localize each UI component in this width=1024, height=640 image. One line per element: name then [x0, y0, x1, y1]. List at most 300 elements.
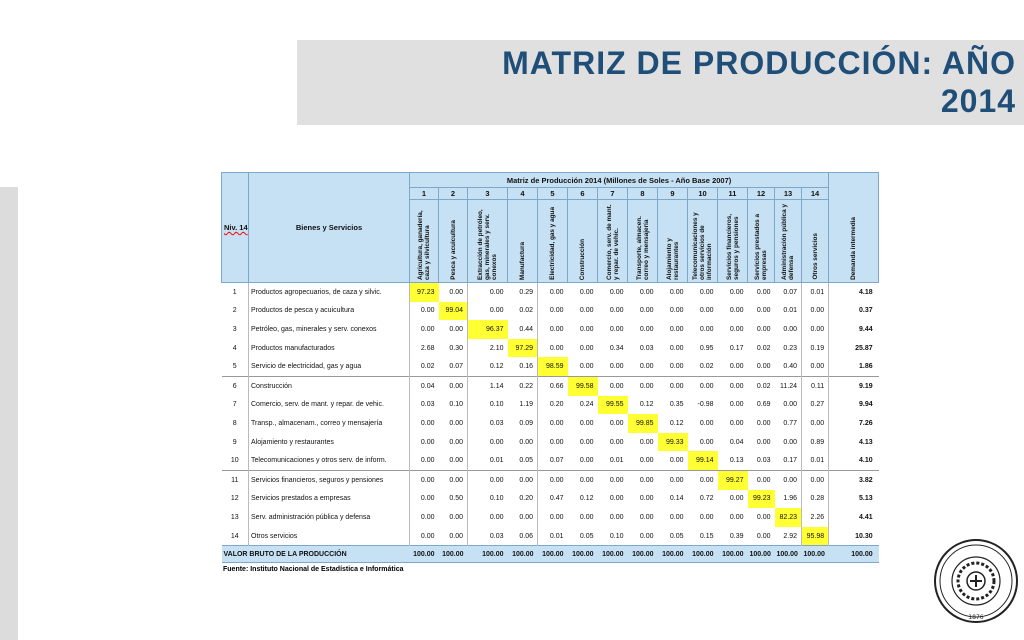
matrix-cell: 0.00 — [748, 470, 775, 489]
matrix-cell: 0.39 — [729, 532, 744, 540]
matrix-cell: 0.00 — [756, 438, 771, 446]
matrix-cell: 0.69 — [756, 401, 771, 409]
matrix-cell: 0.00 — [729, 288, 744, 296]
matrix-cell: 0.00 — [538, 470, 568, 489]
matrix-cell: 0.00 — [609, 495, 624, 503]
column-header — [439, 200, 468, 283]
column-number: 5 — [538, 188, 568, 200]
matrix-cell: 0.00 — [783, 325, 797, 333]
matrix-cell: 0.00 — [699, 419, 714, 427]
total-cell: 100.00 — [775, 546, 802, 563]
matrix-cell: 0.10 — [468, 490, 508, 509]
matrix-cell: 0.00 — [688, 470, 718, 489]
matrix-cell: 0.02 — [519, 307, 533, 315]
column-header-label: Agricultura, ganadería, caza y silvicultura — [417, 210, 431, 280]
matrix-cell: 0.00 — [579, 307, 594, 315]
column-header-label: Administración pública y defensa — [781, 204, 795, 280]
matrix-cell: 0.02 — [748, 376, 775, 395]
total-cell: 100.00 — [439, 546, 468, 563]
table-row — [222, 376, 879, 395]
column-header — [658, 200, 688, 283]
table-row — [222, 339, 879, 358]
table-row — [222, 357, 879, 376]
column-header-label: Electricidad, gas y agua — [549, 207, 556, 280]
row-name: Productos manufacturados — [251, 344, 335, 352]
column-header — [628, 200, 658, 283]
matrix-cell: 0.00 — [410, 320, 439, 339]
matrix-cell: 0.15 — [699, 532, 714, 540]
matrix-cell: 0.00 — [609, 307, 624, 315]
matrix-cell: 0.10 — [609, 532, 624, 540]
row-code: 1 — [222, 283, 249, 302]
total-cell: 100.00 — [568, 546, 598, 563]
matrix-cell: 0.00 — [699, 288, 714, 296]
matrix-cell: 0.00 — [579, 325, 594, 333]
matrix-cell: 11.24 — [775, 376, 802, 395]
slide-title — [502, 44, 1016, 120]
matrix-cell: 0.00 — [598, 376, 628, 395]
column-header-label: Extracción de petróleo, gas, minerales y serv. conexos — [477, 209, 498, 280]
row-name: Petróleo, gas, minerales y serv. conexos — [251, 325, 377, 333]
column-number: 8 — [628, 188, 658, 200]
matrix-cell: 0.00 — [688, 376, 718, 395]
matrix-cell: 0.01 — [802, 283, 829, 302]
matrix-cell: 0.00 — [410, 414, 439, 433]
demand-cell: 1.86 — [829, 357, 879, 376]
matrix-cell: 0.00 — [579, 513, 594, 521]
matrix-cell: 0.00 — [802, 357, 829, 376]
matrix-cell: 0.00 — [802, 302, 829, 321]
matrix-cell: 0.00 — [783, 401, 797, 409]
column-header-label: Telecomunicaciones y otros servicios de información — [692, 212, 713, 280]
matrix-cell: 0.02 — [410, 357, 439, 376]
matrix-cell: 0.01 — [802, 451, 829, 470]
matrix-cell: 0.00 — [669, 288, 684, 296]
demand-cell: 4.18 — [829, 283, 879, 302]
niv-header: Niv. 14 — [222, 173, 249, 283]
matrix-cell: 0.00 — [639, 363, 654, 371]
matrix-cell: 0.00 — [538, 320, 568, 339]
matrix-cell: 0.17 — [783, 457, 797, 465]
matrix-cell: 0.00 — [410, 302, 439, 321]
demand-cell: 0.37 — [829, 302, 879, 321]
column-header — [802, 200, 829, 283]
column-header-label: Alojamiento y restaurantes — [665, 238, 680, 280]
matrix-cell-highlighted: 95.98 — [802, 527, 829, 546]
column-number: 6 — [568, 188, 598, 200]
matrix-cell: 0.00 — [538, 508, 568, 527]
matrix-cell: 0.10 — [449, 401, 463, 409]
total-cell: 100.00 — [688, 546, 718, 563]
university-seal-logo — [933, 533, 1019, 629]
matrix-cell-highlighted: 99.55 — [598, 396, 628, 415]
matrix-cell: 2.26 — [802, 508, 829, 527]
row-code: 12 — [222, 490, 249, 509]
matrix-cell: 0.00 — [439, 376, 468, 395]
matrix-cell: 0.00 — [609, 438, 624, 446]
total-cell: 100.00 — [658, 546, 688, 563]
column-header — [598, 200, 628, 283]
demand-header — [829, 173, 879, 283]
matrix-cell: 0.00 — [468, 508, 508, 527]
matrix-cell: 0.03 — [756, 457, 771, 465]
row-code: 14 — [222, 527, 249, 546]
column-header — [410, 200, 439, 283]
matrix-cell: 0.00 — [699, 513, 714, 521]
matrix-cell: 0.00 — [756, 363, 771, 371]
row-name: Servicios financieros, seguros y pensiones — [249, 470, 410, 489]
demand-cell: 4.13 — [829, 433, 879, 452]
matrix-cell: 2.68 — [410, 339, 439, 358]
matrix-cell: 0.00 — [468, 302, 508, 321]
matrix-cell: 0.00 — [598, 470, 628, 489]
total-cell: 100.00 — [468, 546, 508, 563]
matrix-cell: 0.00 — [639, 495, 654, 503]
matrix-cell: 0.00 — [729, 363, 744, 371]
matrix-cell: 0.00 — [468, 470, 508, 489]
matrix-cell: 0.89 — [802, 433, 829, 452]
matrix-cell: 0.00 — [756, 513, 771, 521]
matrix-cell: 0.00 — [669, 363, 684, 371]
column-number: 3 — [468, 188, 508, 200]
svg-text:1876: 1876 — [968, 614, 984, 621]
matrix-cell: 0.00 — [802, 470, 829, 489]
matrix-cell: 0.00 — [538, 414, 568, 433]
matrix-cell: 0.00 — [639, 325, 654, 333]
matrix-cell: 0.00 — [669, 307, 684, 315]
matrix-cell: 0.00 — [639, 438, 654, 446]
table-row — [222, 451, 879, 470]
matrix-cell: 0.01 — [783, 307, 797, 315]
matrix-cell: 0.13 — [729, 457, 744, 465]
matrix-cell: 0.03 — [468, 414, 508, 433]
demand-cell: 9.44 — [829, 320, 879, 339]
matrix-cell: 0.00 — [729, 419, 744, 427]
column-header-label: Transporte, almacen. correo y mensajería — [635, 216, 650, 280]
matrix-cell-highlighted: 99.23 — [748, 490, 775, 509]
matrix-cell: 0.00 — [639, 513, 654, 521]
column-header — [508, 200, 538, 283]
production-matrix-table — [221, 172, 879, 563]
matrix-cell: 0.00 — [699, 307, 714, 315]
matrix-cell: 0.00 — [669, 457, 684, 465]
column-header — [568, 200, 598, 283]
matrix-cell: 0.03 — [468, 527, 508, 546]
matrix-cell: 0.00 — [775, 470, 802, 489]
column-number: 2 — [439, 188, 468, 200]
matrix-cell: 0.00 — [449, 438, 463, 446]
total-label: VALOR BRUTO DE LA PRODUCCIÓN — [222, 546, 410, 563]
table-row — [222, 302, 879, 321]
matrix-cell: 0.66 — [538, 376, 568, 395]
matrix-cell: 0.00 — [538, 339, 568, 358]
matrix-cell: 0.00 — [410, 527, 439, 546]
matrix-cell-highlighted: 96.37 — [468, 320, 508, 339]
matrix-cell: 0.07 — [538, 451, 568, 470]
matrix-cell: 0.12 — [579, 495, 594, 503]
matrix-cell: 0.05 — [519, 457, 533, 465]
matrix-cell: 0.40 — [783, 363, 797, 371]
matrix-cell: 0.29 — [519, 288, 533, 296]
left-accent-bar — [0, 187, 18, 640]
matrix-cell: 0.00 — [669, 344, 684, 352]
matrix-cell: 0.00 — [639, 288, 654, 296]
matrix-cell: 2.92 — [783, 532, 797, 540]
demand-cell: 4.10 — [829, 451, 879, 470]
row-code: 6 — [222, 376, 249, 395]
matrix-cell: 0.00 — [729, 401, 744, 409]
matrix-cell: 0.00 — [756, 532, 771, 540]
matrix-cell-highlighted: 98.59 — [538, 357, 568, 376]
column-number: 7 — [598, 188, 628, 200]
matrix-cell: 0.00 — [538, 433, 568, 452]
matrix-cell: 0.00 — [756, 307, 771, 315]
demand-cell: 3.82 — [829, 470, 879, 489]
matrix-cell: 0.20 — [538, 396, 568, 415]
matrix-cell: 0.04 — [410, 376, 439, 395]
matrix-cell: 0.50 — [449, 495, 463, 503]
matrix-cell: 0.00 — [729, 307, 744, 315]
row-code: 11 — [222, 470, 249, 489]
matrix-cell: 0.12 — [468, 357, 508, 376]
matrix-cell-highlighted: 97.23 — [410, 283, 439, 302]
row-name: Serv. administración pública y defensa — [251, 513, 371, 521]
total-cell: 100.00 — [802, 546, 829, 563]
matrix-cell: 0.05 — [579, 532, 594, 540]
column-number: 4 — [508, 188, 538, 200]
matrix-cell: 0.10 — [468, 396, 508, 415]
matrix-cell: 0.77 — [783, 419, 797, 427]
matrix-cell: 0.00 — [449, 419, 463, 427]
matrix-cell: 0.00 — [538, 283, 568, 302]
matrix-cell: 0.00 — [783, 438, 797, 446]
matrix-cell-highlighted: 99.27 — [718, 470, 748, 489]
row-code: 10 — [222, 451, 249, 470]
title-band — [297, 40, 1024, 125]
column-number: 11 — [718, 188, 748, 200]
row-code: 7 — [222, 396, 249, 415]
matrix-cell: 0.00 — [609, 419, 624, 427]
demand-cell: 4.41 — [829, 508, 879, 527]
row-name: Alojamiento y restaurantes — [251, 438, 334, 446]
matrix-cell: 0.00 — [756, 325, 771, 333]
matrix-cell: 0.00 — [410, 433, 439, 452]
column-number: 9 — [658, 188, 688, 200]
column-header-label: Servicios prestados a empresas — [754, 213, 768, 280]
matrix-cell: 0.00 — [519, 438, 533, 446]
matrix-cell: 0.00 — [756, 288, 771, 296]
matrix-cell: 0.00 — [568, 470, 598, 489]
total-demand-cell: 100.00 — [829, 546, 879, 563]
matrix-cell: 0.00 — [699, 325, 714, 333]
matrix-cell: 0.00 — [410, 490, 439, 509]
row-name: Servicio de electricidad, gas y agua — [251, 363, 362, 371]
matrix-cell: 1.14 — [468, 376, 508, 395]
matrix-cell: 0.01 — [468, 451, 508, 470]
matrix-cell: 0.00 — [609, 513, 624, 521]
demand-header-label: Demanda intermedia — [850, 217, 858, 280]
matrix-cell: 0.28 — [802, 490, 829, 509]
column-header-label: Pesca y acuicultura — [449, 220, 457, 280]
matrix-cell: 0.30 — [449, 344, 463, 352]
title-line-1: MATRIZ DE PRODUCCIÓN: AÑO — [502, 45, 1016, 81]
column-header-label: Otros servicios — [811, 233, 819, 280]
matrix-cell: 0.00 — [802, 414, 829, 433]
matrix-cell: 0.00 — [449, 457, 463, 465]
matrix-cell: 0.00 — [628, 376, 658, 395]
row-code: 13 — [222, 508, 249, 527]
demand-cell: 5.13 — [829, 490, 879, 509]
demand-cell: 10.30 — [829, 527, 879, 546]
matrix-cell: 2.10 — [468, 339, 508, 358]
matrix-cell: 0.00 — [579, 419, 594, 427]
matrix-cell: 0.22 — [508, 376, 538, 395]
row-name: Telecomunicaciones y otros serv. de inform. — [251, 457, 387, 465]
table-row — [222, 320, 879, 339]
matrix-cell: 0.00 — [410, 508, 439, 527]
table-row — [222, 470, 879, 489]
matrix-cell: 0.12 — [669, 419, 684, 427]
matrix-cell: 0.00 — [508, 470, 538, 489]
matrix-cell: 0.05 — [669, 532, 684, 540]
row-name: Otros servicios — [251, 532, 298, 540]
matrix-cell: 0.72 — [699, 495, 714, 503]
matrix-cell: 0.00 — [449, 532, 463, 540]
row-code: 4 — [222, 339, 249, 358]
matrix-cell: 0.06 — [519, 532, 533, 540]
table-source: Fuente: Instituto Nacional de Estadística e Informática — [223, 566, 404, 574]
column-header — [748, 200, 775, 283]
matrix-cell: 0.00 — [699, 438, 714, 446]
matrix-cell: 0.20 — [519, 495, 533, 503]
matrix-cell-highlighted: 97.29 — [508, 339, 538, 358]
matrix-cell: 0.00 — [669, 325, 684, 333]
matrix-cell-highlighted: 99.85 — [628, 414, 658, 433]
column-number: 13 — [775, 188, 802, 200]
column-header — [775, 200, 802, 283]
matrix-cell: 0.00 — [639, 457, 654, 465]
matrix-cell: 0.00 — [449, 325, 463, 333]
table-row — [222, 414, 879, 433]
matrix-cell: 0.14 — [669, 495, 684, 503]
demand-cell: 7.26 — [829, 414, 879, 433]
table-row — [222, 433, 879, 452]
matrix-cell: 0.04 — [729, 438, 744, 446]
total-cell: 100.00 — [718, 546, 748, 563]
row-code: 5 — [222, 357, 249, 376]
title-line-2: 2014 — [940, 83, 1016, 119]
table-row — [222, 527, 879, 546]
matrix-cell: 0.03 — [639, 344, 654, 352]
matrix-cell: 0.00 — [729, 513, 744, 521]
matrix-cell: 0.00 — [658, 470, 688, 489]
column-header-label: Comercio, serv. de mant. y repar. de vehic. — [605, 204, 620, 280]
column-number: 1 — [410, 188, 439, 200]
matrix-cell: 0.00 — [439, 470, 468, 489]
table-row — [222, 490, 879, 509]
row-name: Construcción — [249, 376, 410, 395]
matrix-cell: 0.00 — [628, 470, 658, 489]
matrix-cell-highlighted: 99.14 — [688, 451, 718, 470]
row-code: 8 — [222, 414, 249, 433]
matrix-cell: 0.47 — [538, 490, 568, 509]
matrix-cell: 0.00 — [449, 513, 463, 521]
matrix-cell: 0.44 — [519, 325, 533, 333]
matrix-cell: 0.00 — [449, 288, 463, 296]
production-matrix — [221, 172, 878, 576]
column-header-label: Manufactura — [519, 242, 526, 280]
matrix-cell: 0.00 — [609, 288, 624, 296]
column-header — [688, 200, 718, 283]
matrix-cell: 0.00 — [729, 495, 744, 503]
matrix-cell: 0.00 — [669, 513, 684, 521]
column-number: 10 — [688, 188, 718, 200]
column-header — [468, 200, 508, 283]
rows-header: Bienes y Servicios — [249, 173, 410, 283]
matrix-cell-highlighted: 99.33 — [658, 433, 688, 452]
matrix-cell: 0.00 — [579, 344, 594, 352]
table-row — [222, 508, 879, 527]
matrix-cell: 1.96 — [783, 495, 797, 503]
matrix-cell: 0.02 — [699, 363, 714, 371]
matrix-cell: 0.01 — [538, 527, 568, 546]
table-row — [222, 396, 879, 415]
matrix-cell: 0.01 — [609, 457, 624, 465]
matrix-cell: 0.00 — [802, 320, 829, 339]
matrix-cell: 0.07 — [449, 363, 463, 371]
row-name: Productos agropecuarios, de caza y silvic. — [251, 288, 382, 296]
matrix-cell: 0.00 — [639, 532, 654, 540]
row-code: 9 — [222, 433, 249, 452]
total-row — [222, 546, 879, 563]
matrix-cell: 0.00 — [538, 302, 568, 321]
matrix-cell: 0.00 — [718, 376, 748, 395]
matrix-cell: 0.27 — [802, 396, 829, 415]
matrix-cell: 0.02 — [756, 344, 771, 352]
matrix-cell: 0.23 — [783, 344, 797, 352]
demand-cell: 25.87 — [829, 339, 879, 358]
total-cell: 100.00 — [410, 546, 439, 563]
table-row — [222, 283, 879, 302]
matrix-cell: 0.17 — [729, 344, 744, 352]
total-cell: 100.00 — [628, 546, 658, 563]
matrix-cell: -0.98 — [697, 401, 714, 409]
demand-cell: 9.94 — [829, 396, 879, 415]
column-header-label: Servicios financieros, seguros y pensiones — [725, 213, 740, 280]
matrix-cell: 0.00 — [756, 419, 771, 427]
matrix-caption: Matriz de Producción 2014 (Millones de Soles - Año Base 2007) — [410, 173, 829, 188]
matrix-cell-highlighted: 99.04 — [439, 302, 468, 321]
total-cell: 100.00 — [748, 546, 775, 563]
matrix-cell: 0.00 — [609, 325, 624, 333]
row-code: 3 — [222, 320, 249, 339]
matrix-cell: 1.19 — [519, 401, 533, 409]
row-name: Productos de pesca y acuicultura — [251, 307, 355, 315]
matrix-cell: 0.12 — [639, 401, 654, 409]
column-header-label: Construcción — [579, 238, 586, 280]
matrix-cell: 0.00 — [658, 376, 688, 395]
matrix-cell: 0.00 — [468, 283, 508, 302]
matrix-cell: 0.95 — [699, 344, 714, 352]
matrix-cell: 0.00 — [468, 433, 508, 452]
matrix-cell-highlighted: 82.23 — [775, 508, 802, 527]
matrix-cell: 0.00 — [609, 363, 624, 371]
matrix-cell: 0.00 — [410, 451, 439, 470]
column-header — [538, 200, 568, 283]
matrix-cell: 0.00 — [639, 307, 654, 315]
matrix-cell: 0.00 — [579, 438, 594, 446]
demand-cell: 9.19 — [829, 376, 879, 395]
